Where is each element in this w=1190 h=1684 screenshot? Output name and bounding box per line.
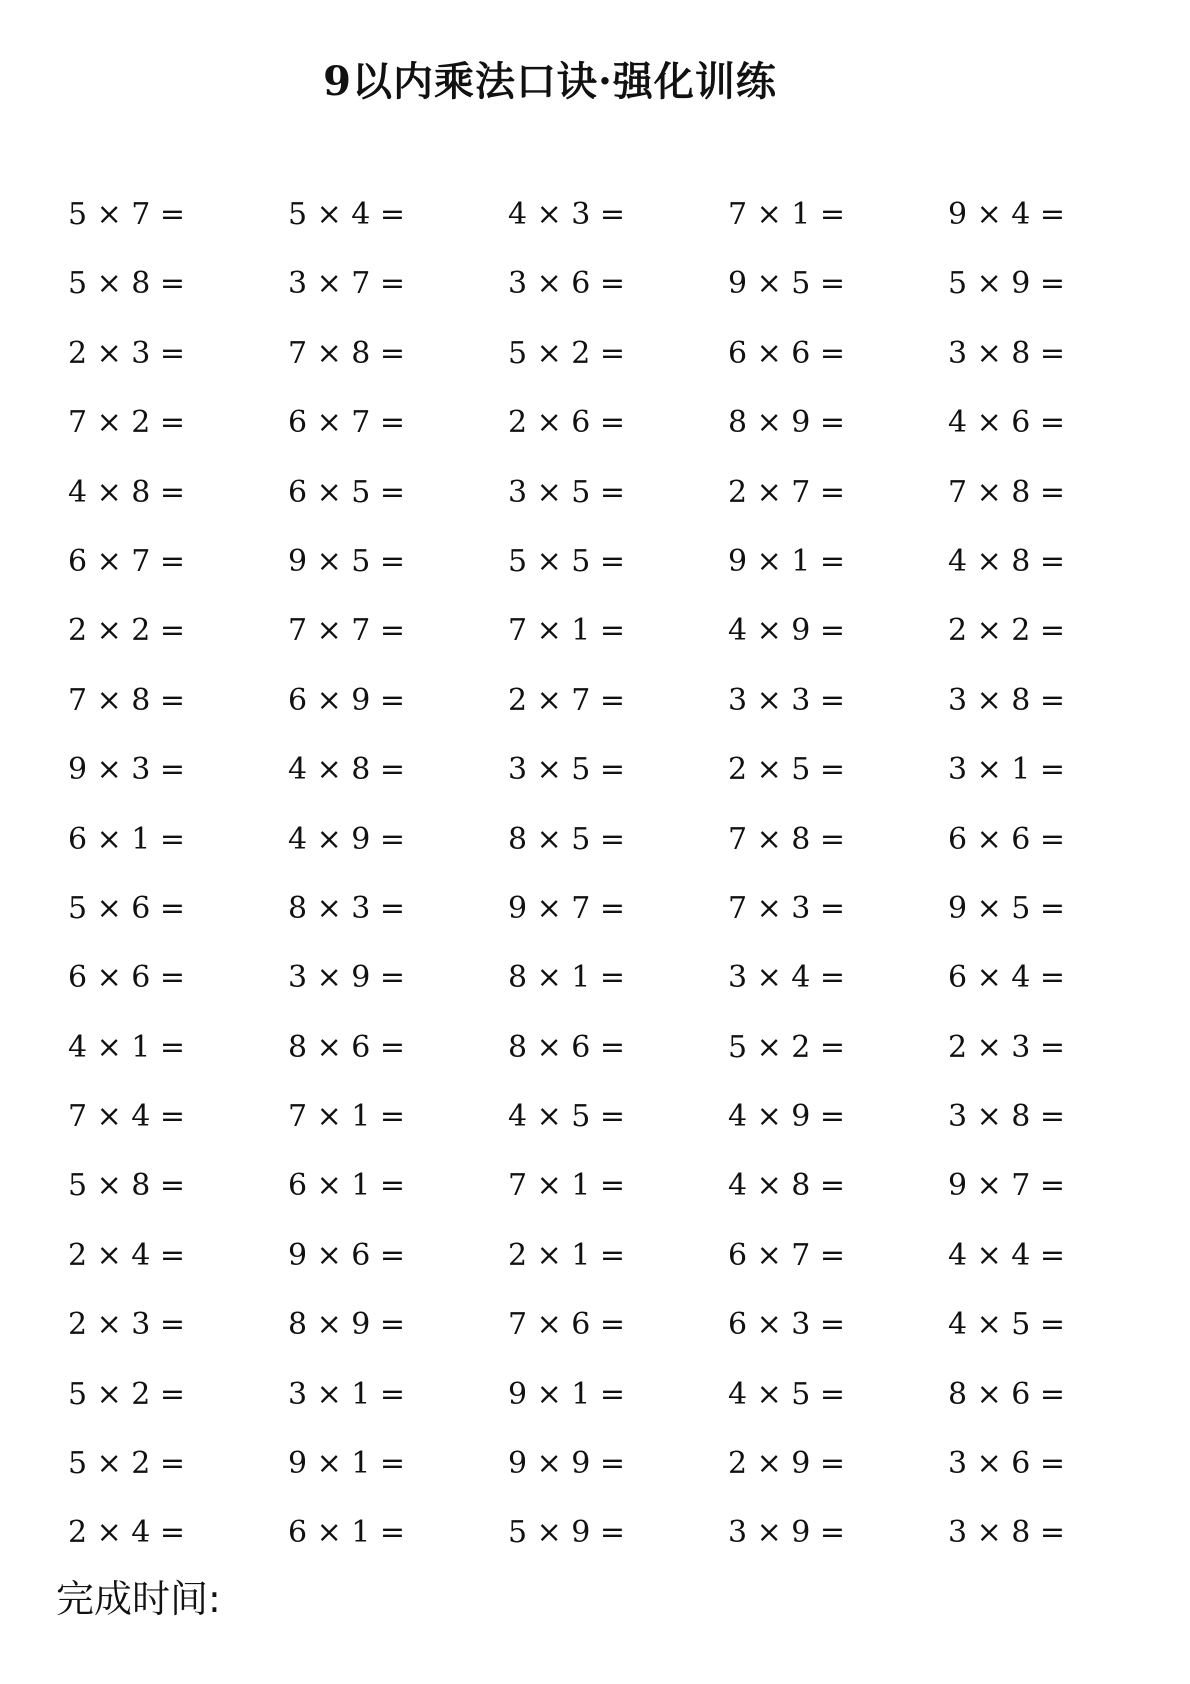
multiplication-problem: 7 × 1 = xyxy=(288,1099,406,1135)
multiplication-problem: 7 × 1 = xyxy=(508,613,626,649)
multiplication-problem: 2 × 2 = xyxy=(68,613,186,649)
multiplication-problem: 6 × 6 = xyxy=(728,335,846,371)
multiplication-problem: 5 × 9 = xyxy=(508,1515,626,1551)
multiplication-problem: 7 × 8 = xyxy=(728,821,846,857)
multiplication-problem: 7 × 8 = xyxy=(68,682,186,718)
multiplication-problem: 6 × 7 = xyxy=(68,543,186,579)
multiplication-problem: 6 × 3 = xyxy=(728,1307,846,1343)
multiplication-problem: 3 × 6 = xyxy=(948,1446,1066,1482)
multiplication-problem: 3 × 1 = xyxy=(288,1376,406,1412)
multiplication-problem: 3 × 7 = xyxy=(288,266,406,302)
multiplication-problem: 3 × 8 = xyxy=(948,1515,1066,1551)
multiplication-problem: 5 × 9 = xyxy=(948,266,1066,302)
multiplication-problem: 7 × 4 = xyxy=(68,1099,186,1135)
multiplication-problem: 4 × 8 = xyxy=(288,752,406,788)
multiplication-problem: 4 × 9 = xyxy=(288,821,406,857)
multiplication-problem: 7 × 6 = xyxy=(508,1307,626,1343)
multiplication-problem: 3 × 8 = xyxy=(948,335,1066,371)
multiplication-problem: 2 × 1 = xyxy=(508,1237,626,1273)
multiplication-problem: 4 × 8 = xyxy=(728,1168,846,1204)
problem-grid xyxy=(68,180,1168,1568)
multiplication-problem: 2 × 9 = xyxy=(728,1446,846,1482)
multiplication-problem: 9 × 9 = xyxy=(508,1446,626,1482)
multiplication-problem: 8 × 5 = xyxy=(508,821,626,857)
multiplication-problem: 5 × 8 = xyxy=(68,1168,186,1204)
multiplication-problem: 8 × 1 = xyxy=(508,960,626,996)
multiplication-problem: 4 × 5 = xyxy=(948,1307,1066,1343)
multiplication-problem: 2 × 5 = xyxy=(728,752,846,788)
multiplication-problem: 9 × 1 = xyxy=(508,1376,626,1412)
multiplication-problem: 6 × 7 = xyxy=(288,405,406,441)
multiplication-problem: 2 × 7 = xyxy=(508,682,626,718)
multiplication-problem: 6 × 1 = xyxy=(288,1168,406,1204)
multiplication-problem: 9 × 5 = xyxy=(288,543,406,579)
multiplication-problem: 5 × 8 = xyxy=(68,266,186,302)
multiplication-problem: 3 × 9 = xyxy=(288,960,406,996)
multiplication-problem: 6 × 1 = xyxy=(288,1515,406,1551)
multiplication-problem: 4 × 6 = xyxy=(948,405,1066,441)
multiplication-problem: 9 × 7 = xyxy=(948,1168,1066,1204)
multiplication-problem: 8 × 9 = xyxy=(288,1307,406,1343)
multiplication-problem: 3 × 1 = xyxy=(948,752,1066,788)
multiplication-problem: 7 × 8 = xyxy=(288,335,406,371)
multiplication-problem: 9 × 5 = xyxy=(948,890,1066,926)
multiplication-problem: 4 × 1 = xyxy=(68,1029,186,1065)
multiplication-problem: 5 × 2 = xyxy=(68,1446,186,1482)
completion-time-label: 完成时间: xyxy=(56,1577,221,1621)
multiplication-problem: 4 × 5 = xyxy=(728,1376,846,1412)
multiplication-problem: 4 × 5 = xyxy=(508,1099,626,1135)
multiplication-problem: 8 × 9 = xyxy=(728,405,846,441)
multiplication-problem: 7 × 2 = xyxy=(68,405,186,441)
multiplication-problem: 2 × 2 = xyxy=(948,613,1066,649)
multiplication-problem: 8 × 6 = xyxy=(948,1376,1066,1412)
multiplication-problem: 7 × 7 = xyxy=(288,613,406,649)
multiplication-problem: 3 × 9 = xyxy=(728,1515,846,1551)
multiplication-problem: 5 × 2 = xyxy=(728,1029,846,1065)
multiplication-problem: 7 × 3 = xyxy=(728,890,846,926)
multiplication-problem: 3 × 3 = xyxy=(728,682,846,718)
multiplication-problem: 7 × 8 = xyxy=(948,474,1066,510)
multiplication-problem: 6 × 5 = xyxy=(288,474,406,510)
multiplication-problem: 4 × 8 = xyxy=(948,543,1066,579)
multiplication-problem: 8 × 6 = xyxy=(508,1029,626,1065)
multiplication-problem: 9 × 6 = xyxy=(288,1237,406,1273)
multiplication-problem: 9 × 1 = xyxy=(728,543,846,579)
multiplication-problem: 9 × 4 = xyxy=(948,197,1066,232)
multiplication-problem: 3 × 8 = xyxy=(948,682,1066,718)
multiplication-problem: 6 × 1 = xyxy=(68,821,186,857)
multiplication-problem: 7 × 1 = xyxy=(508,1168,626,1204)
multiplication-problem: 2 × 3 = xyxy=(948,1029,1066,1065)
multiplication-problem: 5 × 4 = xyxy=(288,197,406,232)
multiplication-problem: 4 × 4 = xyxy=(948,1237,1066,1273)
multiplication-problem: 2 × 7 = xyxy=(728,474,846,510)
multiplication-problem: 7 × 1 = xyxy=(728,197,846,232)
multiplication-problem: 5 × 2 = xyxy=(68,1376,186,1412)
multiplication-problem: 2 × 3 = xyxy=(68,1307,186,1343)
multiplication-problem: 9 × 1 = xyxy=(288,1446,406,1482)
multiplication-problem: 2 × 4 = xyxy=(68,1515,186,1551)
multiplication-problem: 6 × 9 = xyxy=(288,682,406,718)
multiplication-problem: 5 × 7 = xyxy=(68,197,186,232)
multiplication-problem: 6 × 6 = xyxy=(68,960,186,996)
multiplication-problem: 3 × 8 = xyxy=(948,1099,1066,1135)
page-title: 9以内乘法口诀·强化训练 xyxy=(323,58,777,105)
multiplication-problem: 6 × 6 = xyxy=(948,821,1066,857)
multiplication-problem: 2 × 6 = xyxy=(508,405,626,441)
multiplication-problem: 2 × 4 = xyxy=(68,1237,186,1273)
multiplication-problem: 4 × 8 = xyxy=(68,474,186,510)
multiplication-problem: 4 × 9 = xyxy=(728,1099,846,1135)
multiplication-problem: 3 × 5 = xyxy=(508,752,626,788)
multiplication-problem: 5 × 6 = xyxy=(68,890,186,926)
multiplication-problem: 3 × 5 = xyxy=(508,474,626,510)
multiplication-problem: 3 × 6 = xyxy=(508,266,626,302)
multiplication-problem: 9 × 7 = xyxy=(508,890,626,926)
multiplication-problem: 8 × 3 = xyxy=(288,890,406,926)
multiplication-problem: 8 × 6 = xyxy=(288,1029,406,1065)
multiplication-problem: 5 × 5 = xyxy=(508,543,626,579)
multiplication-problem: 6 × 7 = xyxy=(728,1237,846,1273)
multiplication-problem: 9 × 3 = xyxy=(68,752,186,788)
multiplication-problem: 4 × 3 = xyxy=(508,197,626,232)
multiplication-problem: 2 × 3 = xyxy=(68,335,186,371)
multiplication-problem: 6 × 4 = xyxy=(948,960,1066,996)
multiplication-problem: 5 × 2 = xyxy=(508,335,626,371)
multiplication-problem: 3 × 4 = xyxy=(728,960,846,996)
multiplication-problem: 4 × 9 = xyxy=(728,613,846,649)
multiplication-problem: 9 × 5 = xyxy=(728,266,846,302)
